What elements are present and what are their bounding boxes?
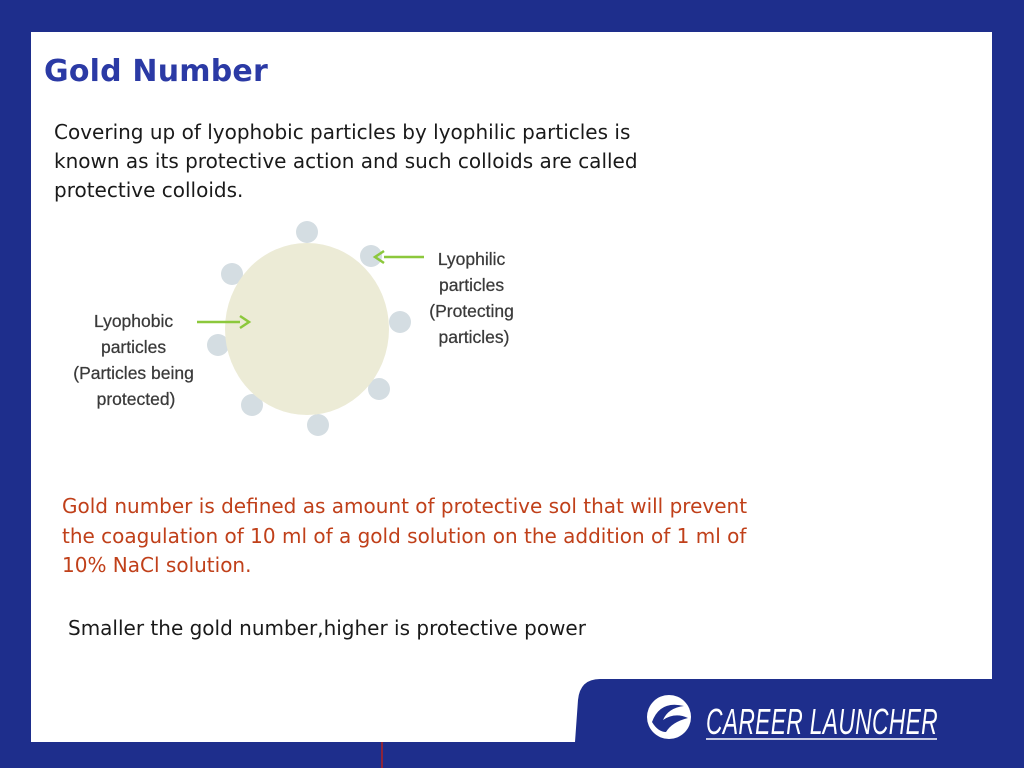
small-particle <box>389 311 411 333</box>
lyophilic-label-line: Lyophilic <box>437 249 506 269</box>
logo-text: CAREER LAUNCHER <box>706 701 938 742</box>
slide-title: Gold Number <box>44 54 268 89</box>
large-particle <box>225 243 389 415</box>
lyophobic-label-line: (Particles being <box>73 363 194 383</box>
small-particle <box>296 221 318 243</box>
lyophilic-label-line: particles) <box>438 327 510 347</box>
gold-number-definition: Gold number is defined as amount of protective sol that will prevent the coagulation of 10 ml of a gold solution on the addition of 1 ml of 10% NaCl solution. <box>62 494 748 577</box>
intro-paragraph: Covering up of lyophobic particles by lyophilic particles is known as its protective action and such colloids are called protective colloids. <box>54 120 638 202</box>
lyophilic-label-line: (Protecting <box>429 301 514 321</box>
small-particle <box>307 414 329 436</box>
lyophobic-label-line: particles <box>100 337 167 357</box>
lyophobic-label-line: protected) <box>96 389 176 409</box>
lyophilic-label-line: particles <box>438 275 505 295</box>
conclusion-statement: Smaller the gold number,higher is protective power <box>68 616 586 640</box>
lyophobic-label-line: Lyophobic <box>93 311 174 331</box>
